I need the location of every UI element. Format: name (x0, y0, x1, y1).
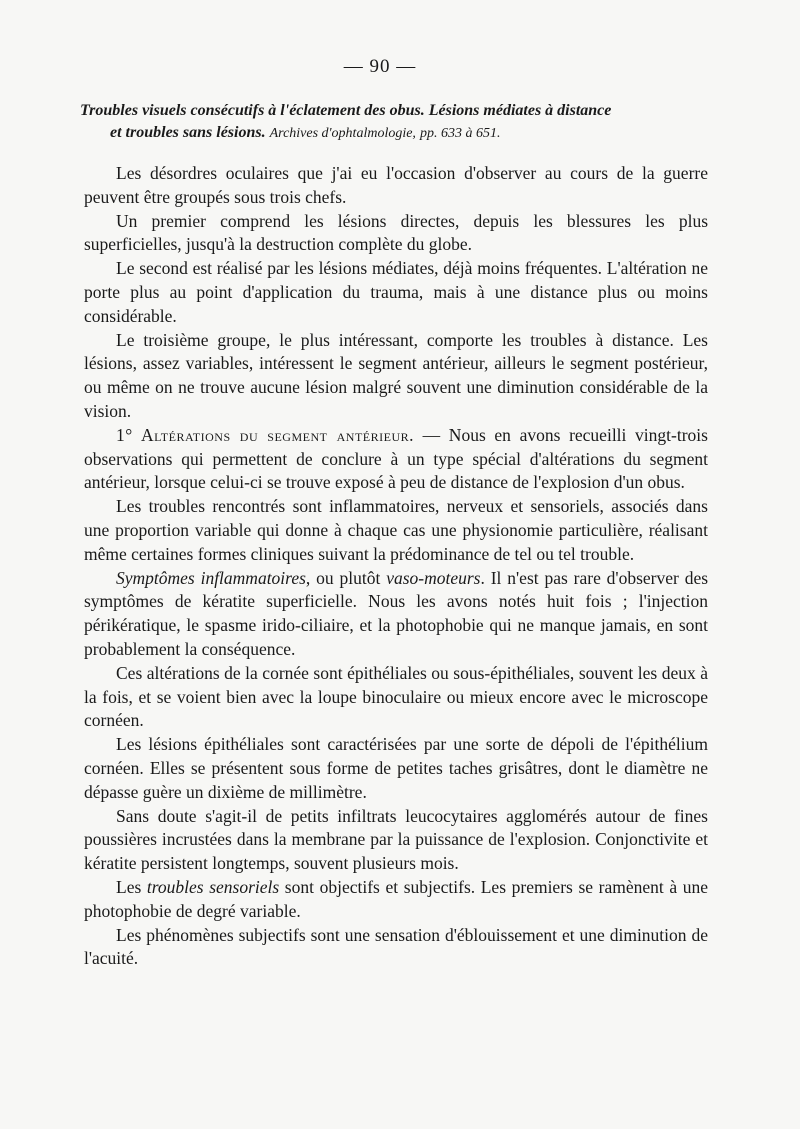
paragraph-9: Les lésions épithéliales sont caractérisées par une sorte de dépoli de l'épithélium cornéen. Elles se présentent sous forme de petites taches grisâtres, dont le diamètre ne dépasse guère un dixième de millimètre. (84, 734, 708, 802)
page-number: — 90 — (343, 56, 417, 77)
section-heading: 1° Altérations du segment antérieur. (116, 424, 414, 445)
paragraph-10: Sans doute s'agit-il de petits infiltrats leucocytaires agglomérés autour de fines poussières incrustées dans la membrane par la puissance de l'explosion. Conjonctivite et kératite persistent longtemps, souvent plusieurs mois. (84, 805, 708, 874)
article-title (80, 100, 720, 145)
paragraph-11-pre: Les (116, 876, 147, 897)
paragraph-2: Un premier comprend les lésions directes, depuis les blessures les plus superficielles, jusqu'à la destruction complète du globe. (84, 210, 708, 255)
paragraph-1: Les désordres oculaires que j'ai eu l'occasion d'observer au cours de la guerre peuvent être groupés sous trois chefs. (84, 163, 708, 207)
paragraph-5 (84, 424, 708, 495)
paragraph-7 (84, 567, 708, 662)
subheading-sensoriels: troubles sensoriels (146, 876, 280, 897)
title-ref-pages: pp. 633 à 651. (419, 126, 501, 141)
paragraph-3: Le second est réalisé par les lésions médiates, déjà moins fréquentes. L'altération ne porte plus au point d'application du trauma, mais à une distance plus ou moins considérable. (84, 258, 708, 326)
paragraph-6: Les troubles rencontrés sont inflammatoires, nerveux et sensoriels, associés dans une proportion variable qui donne à chaque cas une physionomie particulière, réalisant même certaines formes cliniques suivant la prédominance de tel ou tel trouble. (84, 496, 708, 564)
paragraph-7-mid: , ou plutôt (305, 567, 387, 588)
title-line2: et troubles sans lésions. (110, 124, 266, 141)
title-ref-journal: Archives d'ophtalmologie, (269, 126, 416, 141)
body-text (84, 162, 708, 971)
paragraph-11 (84, 876, 708, 924)
paragraph-5-text: — Nous en avons recueilli vingt-trois observations qui permettent de conclure à un type spécial d'altérations du segment antérieur, lorsque celui-ci se trouve exposé à peu de distance de l'explosion d'un obus. (84, 424, 708, 493)
paragraph-12: Les phénomènes subjectifs sont une sensation d'éblouissement et une diminution de l'acuité. (84, 924, 708, 969)
paragraph-4: Le troisième groupe, le plus intéressant, comporte les troubles à distance. Les lésions, assez variables, intéressent le segment antérieur, ailleurs le segment postérieur, ou même on ne trouve aucune lésion malgré souvent une diminution considérable de la vision. (84, 329, 708, 421)
subheading-vaso-moteurs: vaso-moteurs (386, 567, 481, 588)
title-line2-wrap (80, 122, 720, 145)
paragraph-8: Ces altérations de la cornée sont épithéliales ou sous-épithéliales, souvent les deux à la fois, et se voient bien avec la loupe binoculaire ou mieux encore avec le microscope cornéen. (84, 662, 708, 731)
subheading-inflammatoires: Symptômes inflammatoires (116, 567, 306, 588)
paragraph-11-text: sont objectifs et subjectifs. Les premiers se ramènent à une photophobie de degré variable. (84, 876, 708, 921)
paragraph-7-text: . Il n'est pas rare d'observer des symptômes de kératite superficielle. Nous les avons notés huit fois ; l'injection périkératique, le spasme irido-ciliaire, et la photophobie qui ne manque jamais, en sont probablement la conséquence. (84, 567, 709, 659)
title-main: Troubles visuels consécutifs à l'éclatement des obus. Lésions médiates à distance (80, 102, 612, 119)
